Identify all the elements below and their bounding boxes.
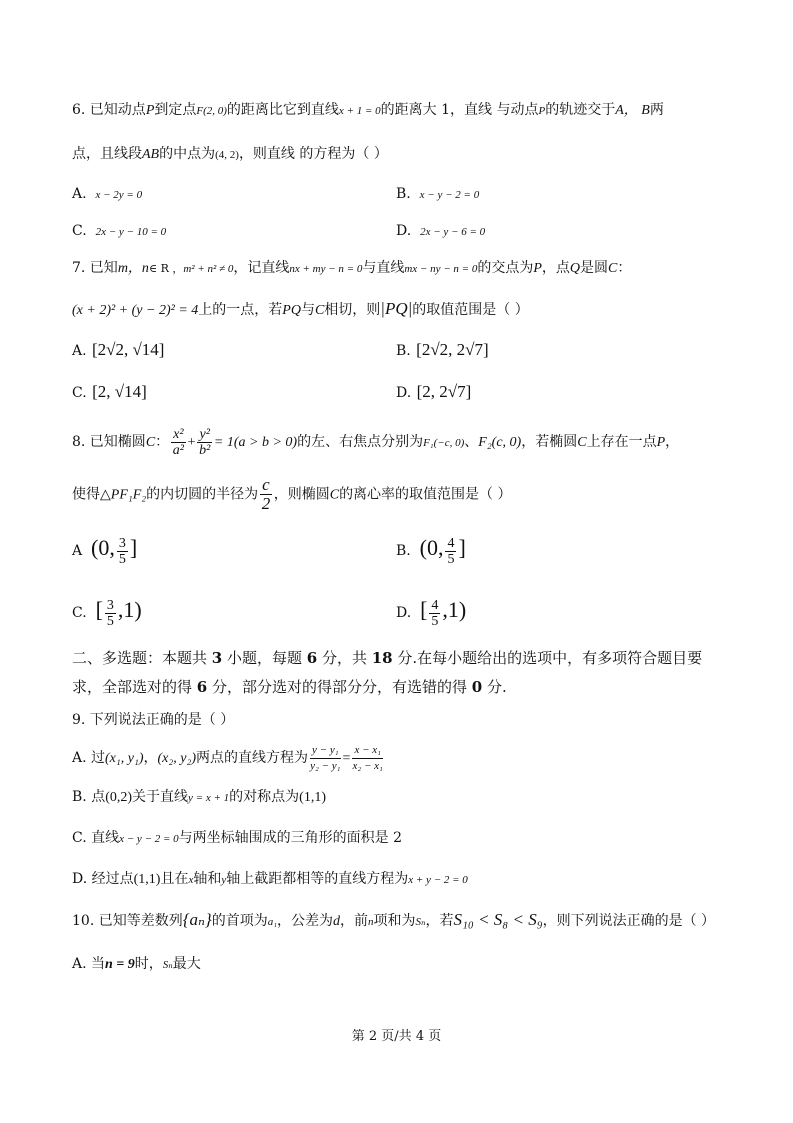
option-content: x − y − 2 = 0 <box>419 189 480 201</box>
q9-text: 关于直线 <box>132 789 189 805</box>
frac-numerator: y − y₁ <box>310 743 341 759</box>
q9-line-eq: x − y − 2 = 0 <box>119 833 179 845</box>
q7-text: ，记直线 <box>233 260 290 276</box>
section-text: 小题，每题 <box>222 649 307 667</box>
frac-numerator: c <box>262 475 270 494</box>
option-content: 2x − y − 10 = 0 <box>95 226 167 238</box>
section-number: 6 <box>196 678 208 696</box>
q8-option-a <box>72 528 137 571</box>
option-label: B. <box>396 543 411 559</box>
option-bracket: ] <box>129 535 138 560</box>
q9-point1: (x₁, y₁) <box>105 751 144 766</box>
frac-numerator: 3 <box>106 597 114 613</box>
q10-text: ，则下列说法正确的是（ ） <box>542 913 716 929</box>
q10-sequence: {aₙ} <box>182 910 212 929</box>
frac-numerator: x − x₁ <box>352 743 383 759</box>
q7-var-q: Q <box>569 261 581 276</box>
page-footer: 第 2 页/共 4 页 <box>351 1029 442 1044</box>
q7-line1 <box>72 258 631 279</box>
q9-frac-y <box>310 743 341 774</box>
q8-text: ： <box>155 434 170 450</box>
q9-option-d <box>72 869 468 890</box>
q7-text: 相切，则 <box>324 302 381 318</box>
q10-inequality: S₁₀ < S₈ < S₉ <box>453 910 543 929</box>
q8-ellipse-c: C <box>577 435 587 450</box>
q6-point-f: F(2, 0) <box>196 105 227 117</box>
q10-text: ，若 <box>425 913 454 929</box>
q7-vars: m，n <box>117 261 149 276</box>
q7-text: 与 <box>300 302 315 318</box>
q6-text: 6. 已知动点 <box>72 102 146 118</box>
q7-text: ： <box>617 260 632 276</box>
section-text: 分，部分选对的得部分分，有选错的得 <box>207 678 472 696</box>
q6-text: 到定点 <box>154 102 197 118</box>
q7-text: 的取值范围是（ ） <box>412 302 529 318</box>
q6-option-c <box>72 221 166 242</box>
q7-option-a <box>72 340 164 361</box>
q8-radius-frac <box>260 476 272 513</box>
option-bracket: [ <box>420 597 428 622</box>
q7-text: 的交点为 <box>477 260 534 276</box>
q9-equals: = <box>342 751 351 766</box>
q9-frac-x <box>352 743 383 774</box>
q9-var-x: x <box>188 874 194 886</box>
q7-text: ，点 <box>541 260 570 276</box>
option-content: [2, √14] <box>92 382 147 401</box>
option-content: [2√2, 2√7] <box>416 340 489 359</box>
q10-first-term: a₁ <box>267 916 278 928</box>
frac-denominator: x₂ − x₁ <box>352 759 383 772</box>
section-number: 18 <box>371 649 393 667</box>
option-frac <box>105 598 116 629</box>
q9-text: A. 过 <box>72 750 106 766</box>
q10-text: A. 当 <box>72 956 106 972</box>
q9-text: C. 直线 <box>72 830 120 846</box>
q9-text: ， <box>143 750 158 766</box>
option-label: D. <box>396 605 412 621</box>
frac-denominator: b² <box>199 442 211 458</box>
q10-text: ，前 <box>340 913 369 929</box>
q10-text: 项和为 <box>373 913 416 929</box>
section2-line1 <box>72 648 702 668</box>
q9-text: 两点的直线方程为 <box>196 750 309 766</box>
option-label: C. <box>72 605 87 621</box>
q8-text: 的内切圆的半径为 <box>146 486 259 503</box>
q7-text: ∈ R ， <box>148 262 184 275</box>
q10-sum: Sₙ <box>415 916 426 928</box>
q8-text: 的左、右焦点分别为 <box>297 434 424 450</box>
q9-text: 的对称点为 <box>229 789 300 805</box>
q8-text: ，若椭圆 <box>521 434 578 450</box>
q9-point: (0,2) <box>105 790 133 805</box>
frac-denominator: 2 <box>261 494 271 513</box>
frac-numerator: x² <box>173 426 184 442</box>
q9-stem <box>72 710 234 730</box>
q8-ellipse-c: C <box>145 435 156 450</box>
q6-option-d <box>396 221 485 242</box>
frac-denominator: 5 <box>431 613 439 629</box>
q7-abs-pq: |PQ| <box>380 299 413 318</box>
q8-text: ， <box>665 434 680 450</box>
option-content: 2x − y − 6 = 0 <box>420 226 486 238</box>
q8-text: 8. 已知椭圆 <box>72 434 146 450</box>
option-label: A. <box>72 343 87 359</box>
q9-text: 9. 下列说法正确的是（ ） <box>72 712 235 728</box>
option-frac <box>117 536 128 567</box>
section-text: 求，全部选对的得 <box>72 678 197 696</box>
q9-point: (1,1) <box>299 790 326 805</box>
q7-text: 7. 已知 <box>72 260 118 276</box>
q10-condition: n = 9 <box>105 957 135 972</box>
frac-denominator: y₂ − y₁ <box>310 759 341 772</box>
frac-denominator: 5 <box>447 551 455 567</box>
q9-point: (1,1) <box>133 872 161 887</box>
q7-text: 是圆 <box>580 260 609 276</box>
section-number: 6 <box>306 649 318 667</box>
q10-option-a <box>72 954 201 975</box>
section-text: 分.在每小题给出的选项中，有多项符合题目要 <box>392 649 703 667</box>
option-bracket: ] <box>458 535 466 560</box>
q7-circle-c: C <box>314 303 325 318</box>
section-text: 二、多选题：本题共 <box>72 649 212 667</box>
q6-option-a <box>72 184 142 205</box>
frac-denominator: 5 <box>106 613 114 629</box>
q8-focus-f1: F₁(−c, 0) <box>423 437 465 449</box>
q7-condition: m² + n² ≠ 0 <box>183 263 234 275</box>
section-number: 3 <box>211 649 223 667</box>
option-bracket: ,1) <box>442 597 467 622</box>
frac-numerator: 4 <box>447 535 455 551</box>
q6-option-b <box>396 184 479 205</box>
q6-text: 两 <box>649 102 664 118</box>
q8-text: 上存在一点 <box>586 434 657 450</box>
q8-line1 <box>72 424 679 461</box>
q6-text: 的距离比它到直线 <box>226 102 339 118</box>
option-label: D. <box>396 385 412 401</box>
q6-line2 <box>72 144 388 165</box>
q6-text: 点，且线段 <box>72 146 142 162</box>
option-label: C. <box>72 385 87 401</box>
q7-segment-pq: PQ <box>282 303 301 318</box>
q10-text: 10. 已知等差数列 <box>72 913 183 929</box>
frac-numerator: 4 <box>431 597 439 613</box>
q8-var-p: P <box>656 435 666 450</box>
option-label: A <box>72 543 83 559</box>
q6-text: 的轨迹交于 <box>545 102 616 118</box>
q8-line2 <box>72 476 512 514</box>
q9-option-b <box>72 787 326 808</box>
option-content: [2√2, √14] <box>91 340 165 359</box>
option-content: [2, 2√7] <box>416 382 472 401</box>
q8-ellipse-c: C <box>329 487 340 503</box>
q6-line-eq: x + 1 = 0 <box>338 105 381 117</box>
q6-text: 的距离大 1，直线 与动点 <box>380 102 539 118</box>
frac-denominator: 5 <box>118 551 126 567</box>
q7-line2 <box>72 299 529 321</box>
q10-common-diff: d <box>333 914 341 929</box>
q7-var-p: P <box>533 261 542 276</box>
option-bracket: (0, <box>419 535 444 560</box>
q8-ellipse-eq: = 1(a > b > 0) <box>213 435 298 450</box>
q6-text: 的中点为 <box>159 146 216 162</box>
q8-text: ，则椭圆 <box>273 486 330 503</box>
q6-midpoint: (4, 2) <box>215 149 239 161</box>
option-label: C. <box>72 223 87 239</box>
q9-text: D. 经过点 <box>72 871 134 887</box>
q8-frac-y <box>197 427 211 458</box>
q10-sum: Sₙ <box>162 959 173 971</box>
q9-option-a <box>72 740 385 777</box>
q9-line-eq: x + y − 2 = 0 <box>408 874 468 886</box>
q9-line-eq: y = x + 1 <box>188 792 230 804</box>
option-content: x − 2y = 0 <box>95 189 143 201</box>
q10-var-n: n <box>368 916 374 928</box>
section-text: 分. <box>482 678 507 696</box>
q9-point2: (x₂, y₂) <box>157 751 197 766</box>
option-frac <box>429 598 440 629</box>
q8-option-c <box>72 590 142 633</box>
section-number: 0 <box>471 678 483 696</box>
q7-circle-eq: (x + 2)² + (y − 2)² = 4 <box>72 303 199 318</box>
option-label: A. <box>72 186 87 202</box>
q10-text: 时， <box>134 956 163 972</box>
q8-triangle: PF₁F₂ <box>110 487 147 503</box>
q9-text: 与两坐标轴围成的三角形的面积是 2 <box>178 830 403 846</box>
q6-var-p: P <box>145 103 155 118</box>
q8-text: 使得△ <box>72 486 111 503</box>
q9-text: B. 点 <box>72 789 106 805</box>
q7-line1-eq: nx + my − n = 0 <box>289 263 363 275</box>
option-label: B. <box>396 343 411 359</box>
q9-var-y: y <box>221 874 227 886</box>
frac-numerator: y² <box>199 426 210 442</box>
q10-line1 <box>72 910 715 932</box>
q8-text: 、 <box>464 434 479 450</box>
q9-text: 且在 <box>160 871 189 887</box>
q8-focus-f2: F₂(c, 0) <box>478 435 522 450</box>
q9-text: 轴上截距都相等的直线方程为 <box>226 871 409 887</box>
q6-line1 <box>72 100 664 121</box>
q8-option-b <box>396 528 466 571</box>
q8-plus: + <box>187 435 196 450</box>
q9-option-c <box>72 828 402 849</box>
q7-circle-c: C <box>608 261 618 276</box>
q6-segment-ab: AB <box>142 147 160 162</box>
q7-line2-eq: mx − ny − n = 0 <box>404 263 478 275</box>
section-text: 分，共 <box>317 649 372 667</box>
q10-text: 的首项为 <box>211 913 268 929</box>
option-bracket: (0, <box>91 535 115 560</box>
q9-text: 轴和 <box>193 871 222 887</box>
q7-text: 与直线 <box>362 260 405 276</box>
q10-text: 最大 <box>172 956 201 972</box>
option-frac <box>445 536 456 567</box>
frac-denominator: a² <box>172 442 184 458</box>
frac-numerator: 3 <box>118 535 126 551</box>
option-bracket: [ <box>95 597 103 622</box>
q8-text: 的离心率的取值范围是（ ） <box>339 486 512 503</box>
q7-text: 上的一点，若 <box>198 302 283 318</box>
q8-frac-x <box>171 427 185 458</box>
q6-var-p: P <box>538 105 546 117</box>
option-label: B. <box>396 186 411 202</box>
option-bracket: ,1) <box>117 597 142 622</box>
q6-text: ，则直线 的方程为（ ） <box>238 146 388 162</box>
q7-option-b <box>396 340 489 361</box>
q7-option-d <box>396 382 471 403</box>
q10-text: ，公差为 <box>277 913 334 929</box>
q6-points-ab: A， B <box>615 103 650 118</box>
q8-option-d <box>396 590 466 633</box>
section2-line2 <box>72 677 507 697</box>
q7-option-c <box>72 382 147 403</box>
option-label: D. <box>396 223 412 239</box>
